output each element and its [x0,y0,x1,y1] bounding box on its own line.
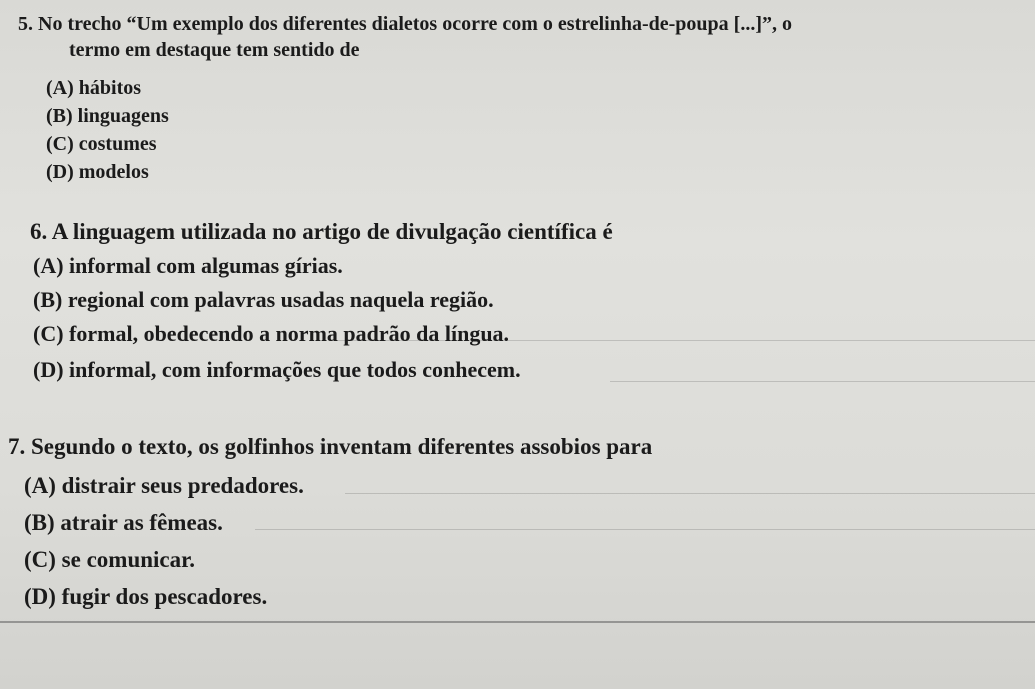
paper-rule [345,493,1035,494]
question-6-text: 6. A linguagem utilizada no artigo de divulgação científica é [30,219,613,244]
question-7-option-c: (C) se comunicar. [24,547,195,572]
question-5-option-c: (C) costumes [46,133,157,155]
question-7-option-d: (D) fugir dos pescadores. [24,584,268,609]
question-5-line-1 [18,14,792,34]
question-5-option-d: (D) modelos [46,161,149,183]
paper-rule [255,529,1035,530]
question-7-option-b: (B) atrair as fêmeas. [24,510,223,535]
question-5-text-part: ocorre com o estrelinha-de-poupa [...]”, o [437,13,792,35]
question-5-highlight-word: dialetos [371,13,438,35]
bottom-rule [0,621,1035,623]
question-7-option-a: (A) distrair seus predadores. [24,473,304,498]
question-5-text-part: 5. No trecho “Um exemplo dos diferentes [18,13,372,35]
question-6-option-d: (D) informal, com informações que todos conhecem. [33,357,521,382]
question-5-line-2: termo em destaque tem sentido de [69,39,360,61]
question-6-option-a: (A) informal com algumas gírias. [33,253,343,278]
question-7-text: 7. Segundo o texto, os golfinhos inventam diferentes assobios para [8,434,653,459]
paper-rule [610,381,1035,382]
question-6-option-c: (C) formal, obedecendo a norma padrão da língua. [33,321,510,346]
question-6-option-b: (B) regional com palavras usadas naquela região. [33,287,494,312]
question-5-option-a: (A) hábitos [46,77,142,99]
question-5-option-b: (B) linguagens [46,105,169,127]
